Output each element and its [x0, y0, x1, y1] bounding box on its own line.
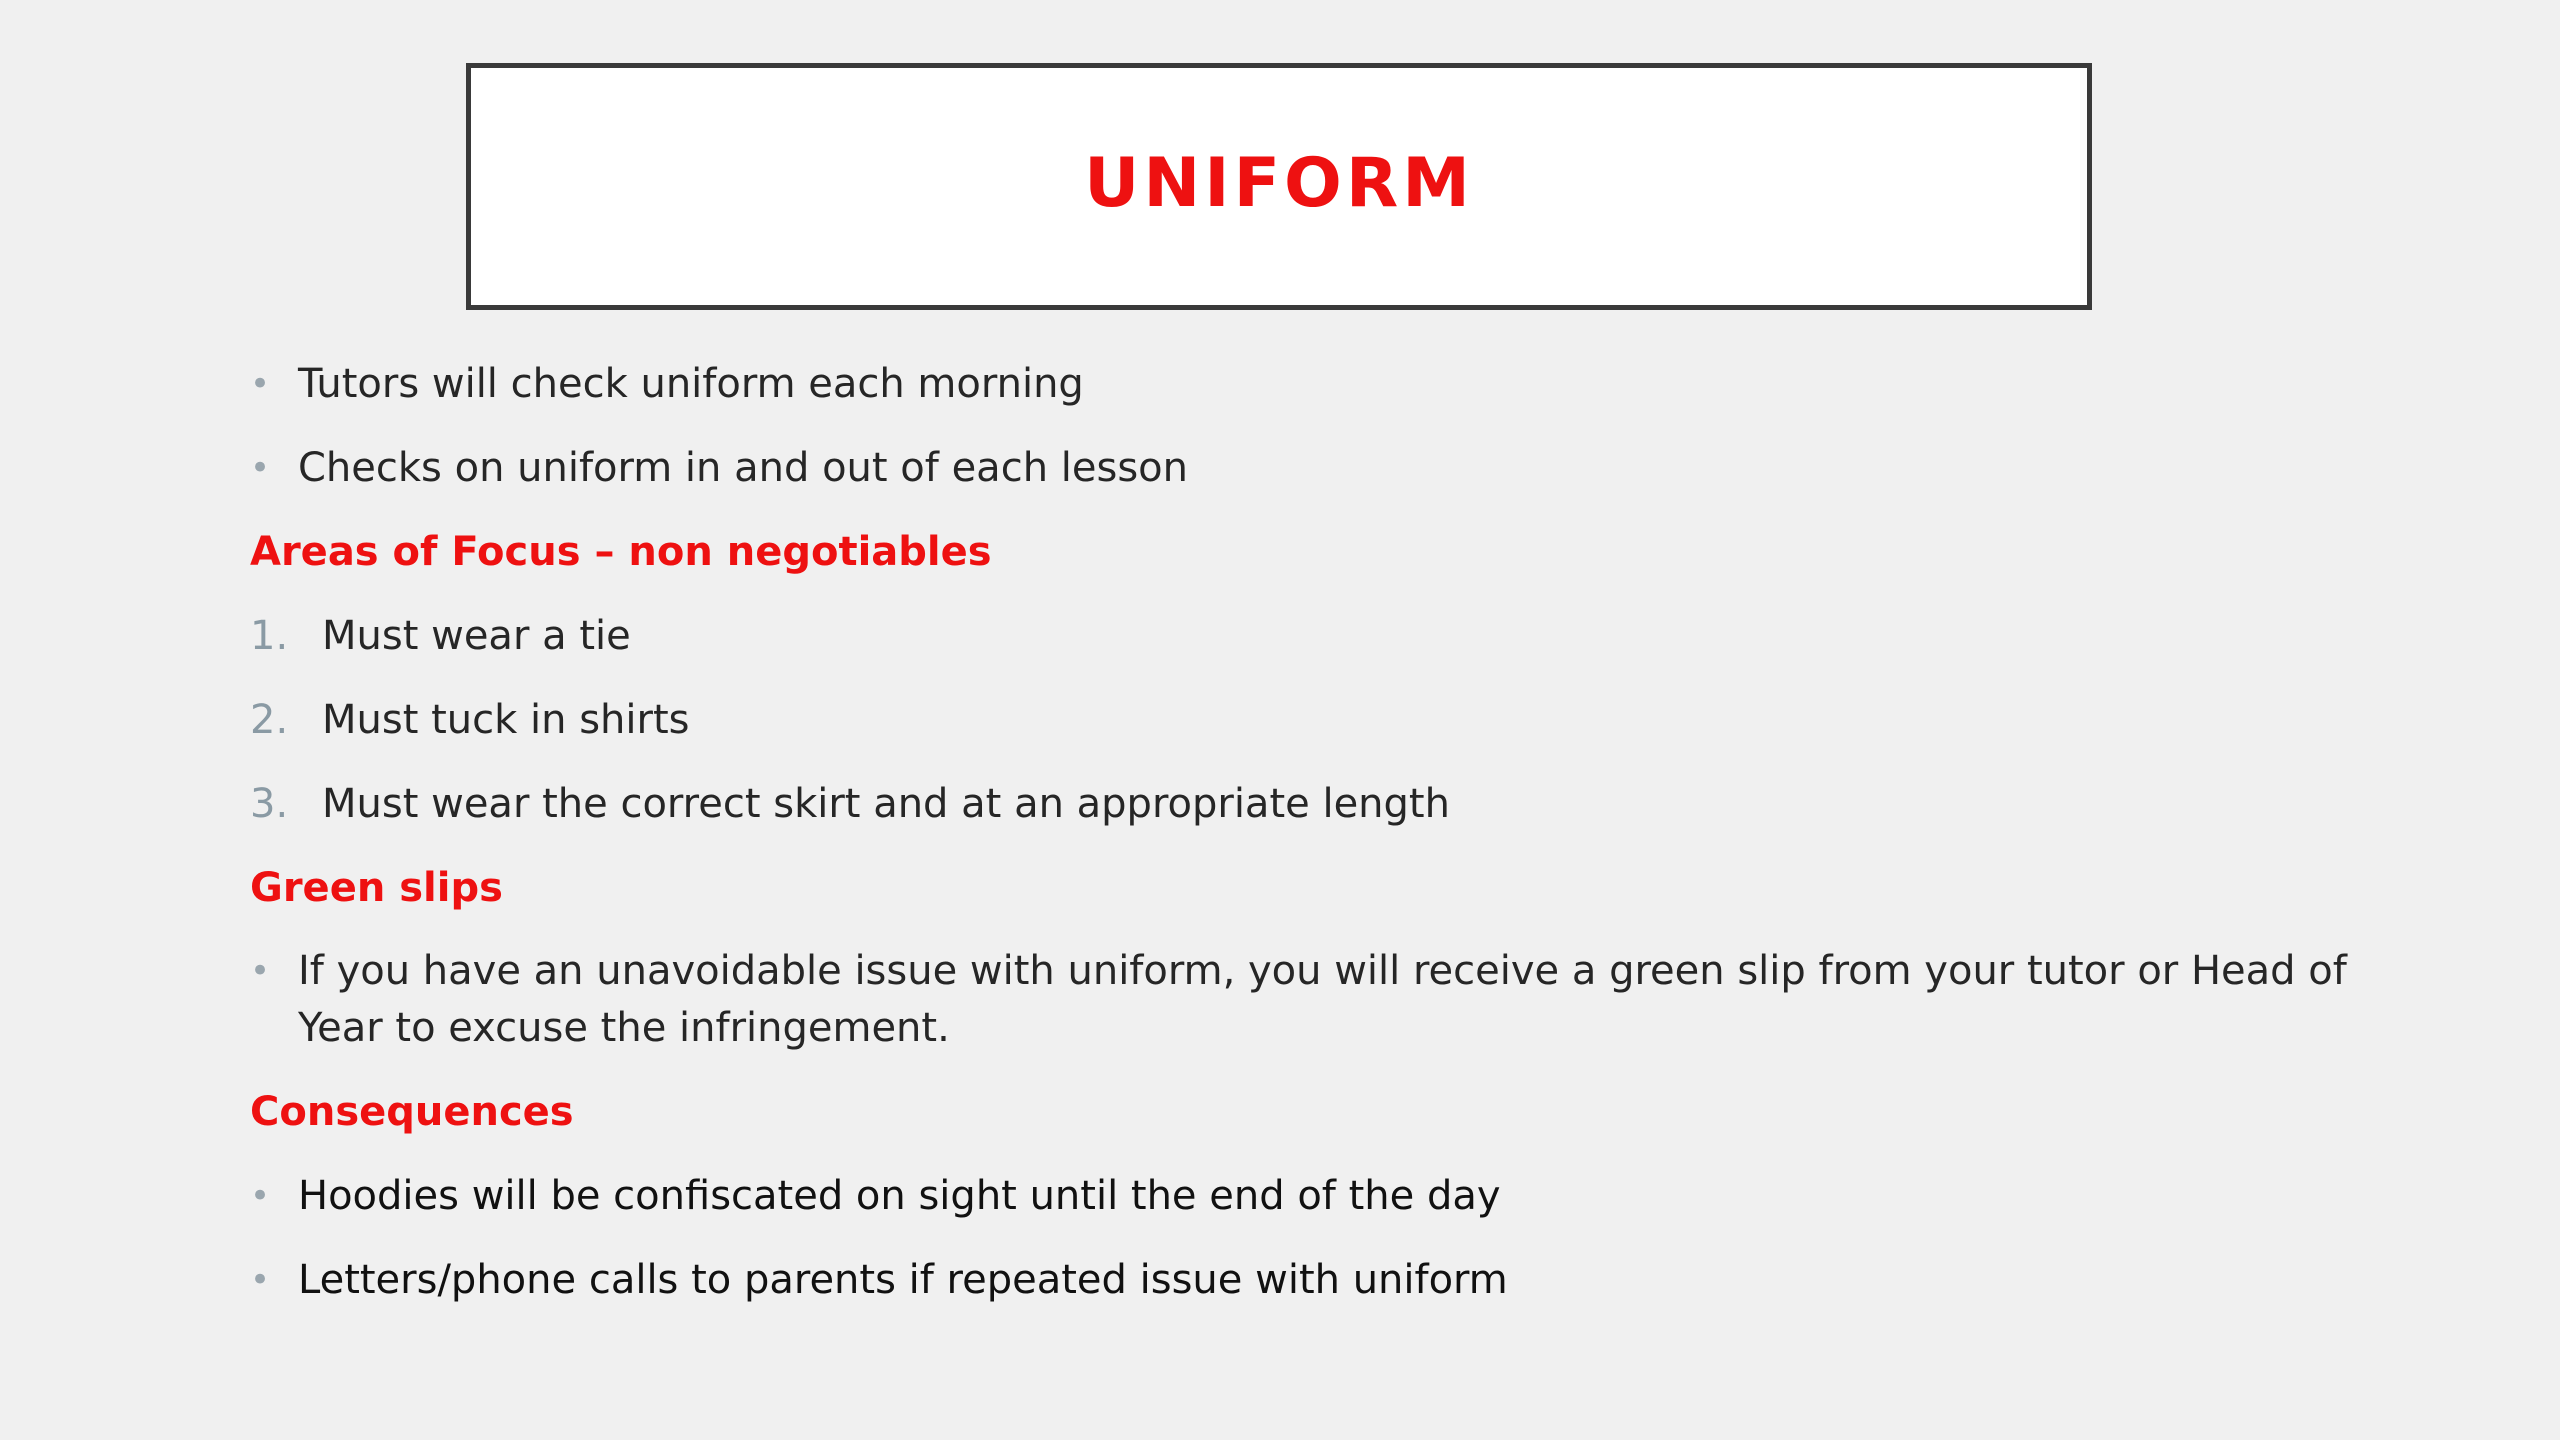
bullet-icon: •: [250, 364, 271, 404]
item-text: Must tuck in shirts: [322, 697, 690, 743]
bullet-icon: •: [250, 1260, 271, 1300]
bullet-text: Checks on uniform in and out of each lesson: [298, 445, 1188, 491]
focus-heading: Areas of Focus – non negotiables: [250, 529, 992, 575]
bullet-item: [250, 439, 2370, 497]
slide-content: [250, 355, 2370, 1335]
green-slips-heading: Green slips: [250, 865, 503, 911]
bullet-icon: •: [250, 1176, 271, 1216]
bullet-icon: •: [250, 951, 271, 991]
title-box: [466, 63, 2092, 310]
item-text: Must wear the correct skirt and at an appropriate length: [322, 781, 1450, 827]
numbered-item: [250, 775, 2370, 833]
bullet-item: [250, 1251, 2370, 1309]
bullet-text: Letters/phone calls to parents if repeated issue with uniform: [298, 1257, 1508, 1303]
bullet-icon: •: [250, 448, 271, 488]
consequences-heading: Consequences: [250, 1089, 574, 1135]
item-number: 3.: [250, 781, 289, 827]
item-number: 1.: [250, 613, 289, 659]
bullet-text: If you have an unavoidable issue with uniform, you will receive a green slip from your tutor or Head of Year to excuse the infringement.: [298, 948, 2347, 1051]
numbered-item: [250, 607, 2370, 665]
bullet-item: [250, 943, 2370, 1057]
bullet-item: [250, 355, 2370, 413]
bullet-text: Hoodies will be confiscated on sight until the end of the day: [298, 1173, 1501, 1219]
numbered-item: [250, 691, 2370, 749]
slide-title: UNIFORM: [1084, 144, 1474, 223]
item-number: 2.: [250, 697, 289, 743]
bullet-text: Tutors will check uniform each morning: [298, 361, 1084, 407]
bullet-item: [250, 1167, 2370, 1225]
item-text: Must wear a tie: [322, 613, 631, 659]
